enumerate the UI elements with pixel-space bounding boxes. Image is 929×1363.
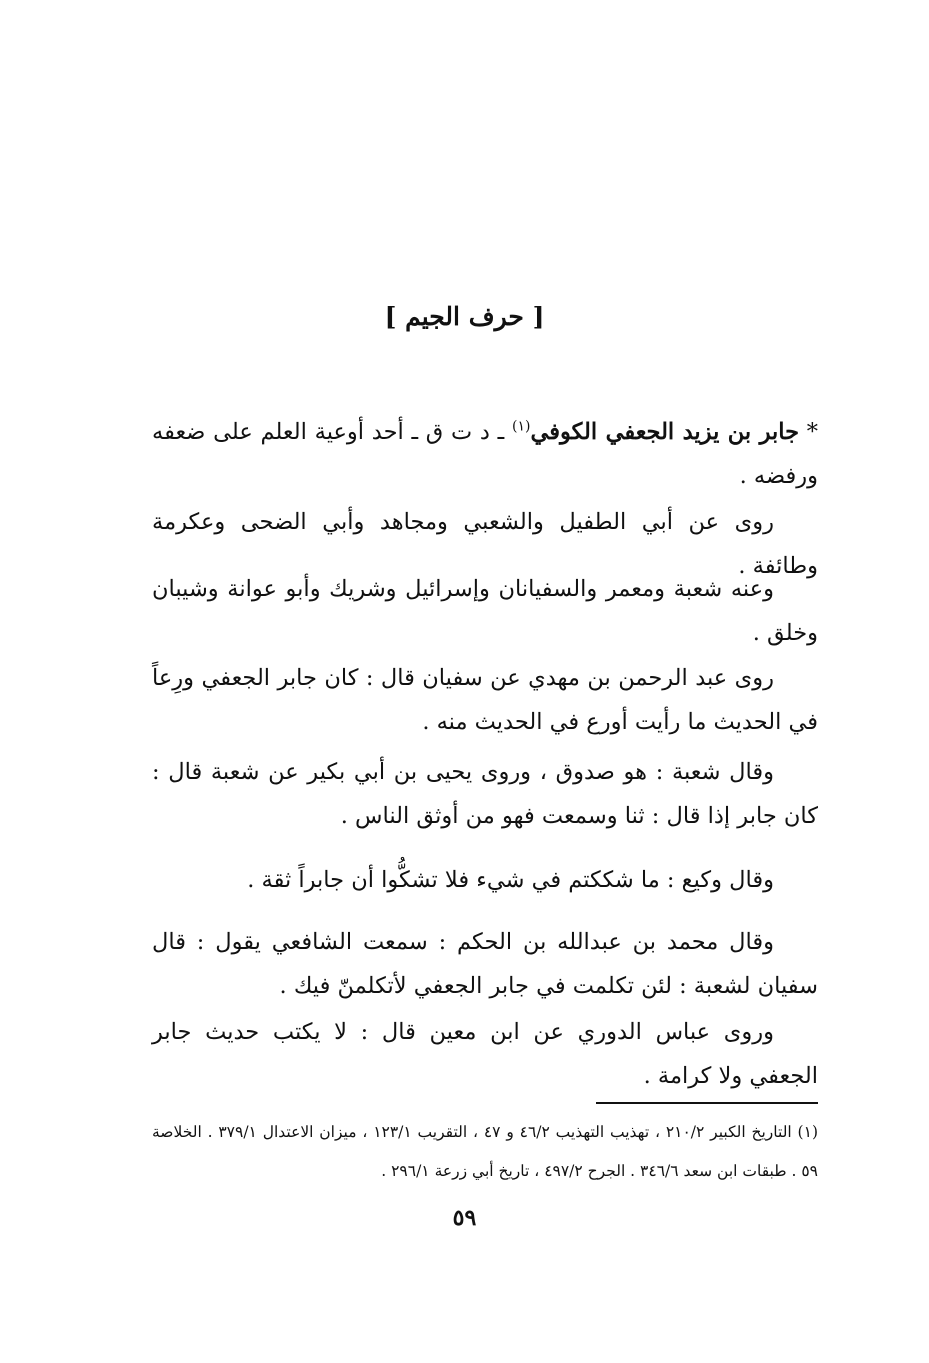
footnote-marker[interactable]: (١) <box>512 418 531 435</box>
paragraph-shuba: وقال شعبة : هو صدوق ، وروى يحيى بن أبي بكير عن شعبة قال : كان جابر إذا قال : ثنا وسمعت فهو من أوثق الناس . <box>152 759 818 829</box>
page-number: ٥٩ <box>452 1205 477 1231</box>
footnote: (١) التاريخ الكبير ٢١٠/٢ ، تهذيب التهذيب ٤٦/٢ و ٤٧ ، التقريب ١٢٣/١ ، ميزان الاعتدال ٣٧٩/١ . الخلاصة ٥٩ . طبقات ابن سعد ٣٤٦/٦ . الجرح ٤٩٧/٢ ، تاريخ أبي زرعة ٢٩٦/١ . <box>152 1123 818 1180</box>
paragraph-narrators-to: وعنه شعبة ومعمر والسفيانان وإسرائيل وشريك وأبو عوانة وشيبان وخلق . <box>152 576 818 646</box>
footnote-separator <box>596 1102 818 1104</box>
chapter-title: [ حرف الجيم ] <box>384 302 545 331</box>
entry-bullet: * <box>806 419 819 445</box>
paragraph-shafii: وقال محمد بن عبدالله بن الحكم : سمعت الشافعي يقول : قال سفيان لشعبة : لئن تكلمت في جابر الجعفي لأتكلمنّ فيك . <box>152 929 818 999</box>
paragraph-narrators-from: روى عن أبي الطفيل والشعبي ومجاهد وأبي الضحى وعكرمة وطائفة . <box>152 509 818 579</box>
paragraph-ibn-main: وروى عباس الدوري عن ابن معين قال : لا يكتب حديث جابر الجعفي ولا كرامة . <box>152 1019 818 1089</box>
entry-name: جابر بن يزيد الجعفي الكوفي <box>530 419 800 445</box>
paragraph-waki: وقال وكيع : ما شككتم في شيء فلا تشكُّوا أن جابراً ثقة . <box>247 867 774 893</box>
entry-text: ـ د ت ق ـ أحد أوعية العلم على ضعفه ورفضه . <box>152 419 818 489</box>
entry-heading <box>152 410 818 498</box>
paragraph-ibn-mahdi: روى عبد الرحمن بن مهدي عن سفيان قال : كان جابر الجعفي ورِعاً في الحديث ما رأيت أورع في الحديث منه . <box>152 665 818 735</box>
